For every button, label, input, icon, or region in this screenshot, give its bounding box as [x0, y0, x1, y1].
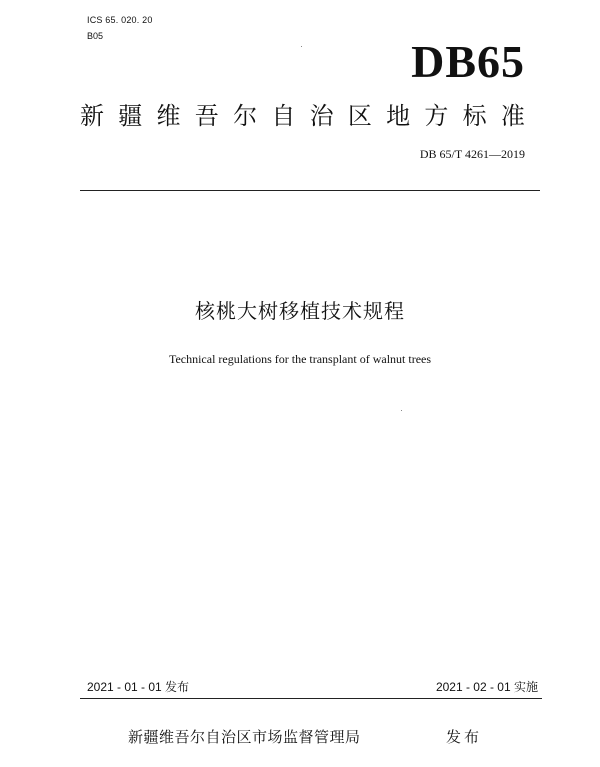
- title-char: 吾: [194, 102, 219, 130]
- title-char: 准: [500, 102, 525, 130]
- title-char: 尔: [233, 102, 258, 130]
- title-char: 标: [462, 102, 487, 130]
- title-char: 维: [156, 102, 181, 130]
- issue-label: 发布: [446, 728, 483, 746]
- title-char: 自: [271, 102, 296, 130]
- implementation-date: 2021 - 02 - 01 实施: [435, 680, 538, 694]
- title-char: 新: [80, 102, 104, 130]
- publish-date: 2021 - 01 - 01 发布: [87, 680, 190, 694]
- scan-speck: [401, 410, 402, 411]
- title-char: 地: [386, 102, 411, 130]
- title-char: 疆: [118, 102, 143, 130]
- title-char: 方: [424, 102, 449, 130]
- title-char: 治: [309, 102, 334, 130]
- standard-category-title: [80, 100, 525, 132]
- scan-speck: [301, 46, 302, 47]
- classification-code: B05: [87, 31, 104, 41]
- issuing-authority: 新疆维吾尔自治区市场监督管理局: [128, 728, 361, 746]
- ics-code: ICS 65. 020. 20: [87, 15, 153, 25]
- document-subtitle: Technical regulations for the transplant of walnut trees: [168, 352, 432, 366]
- title-char: 区: [347, 102, 372, 130]
- document-title: 核桃大树移植技术规程: [195, 299, 405, 323]
- footer-divider: [80, 698, 542, 699]
- db-logo: DB65: [411, 36, 525, 87]
- standard-number: DB 65/T 4261—2019: [419, 147, 525, 161]
- header-divider: [80, 190, 540, 191]
